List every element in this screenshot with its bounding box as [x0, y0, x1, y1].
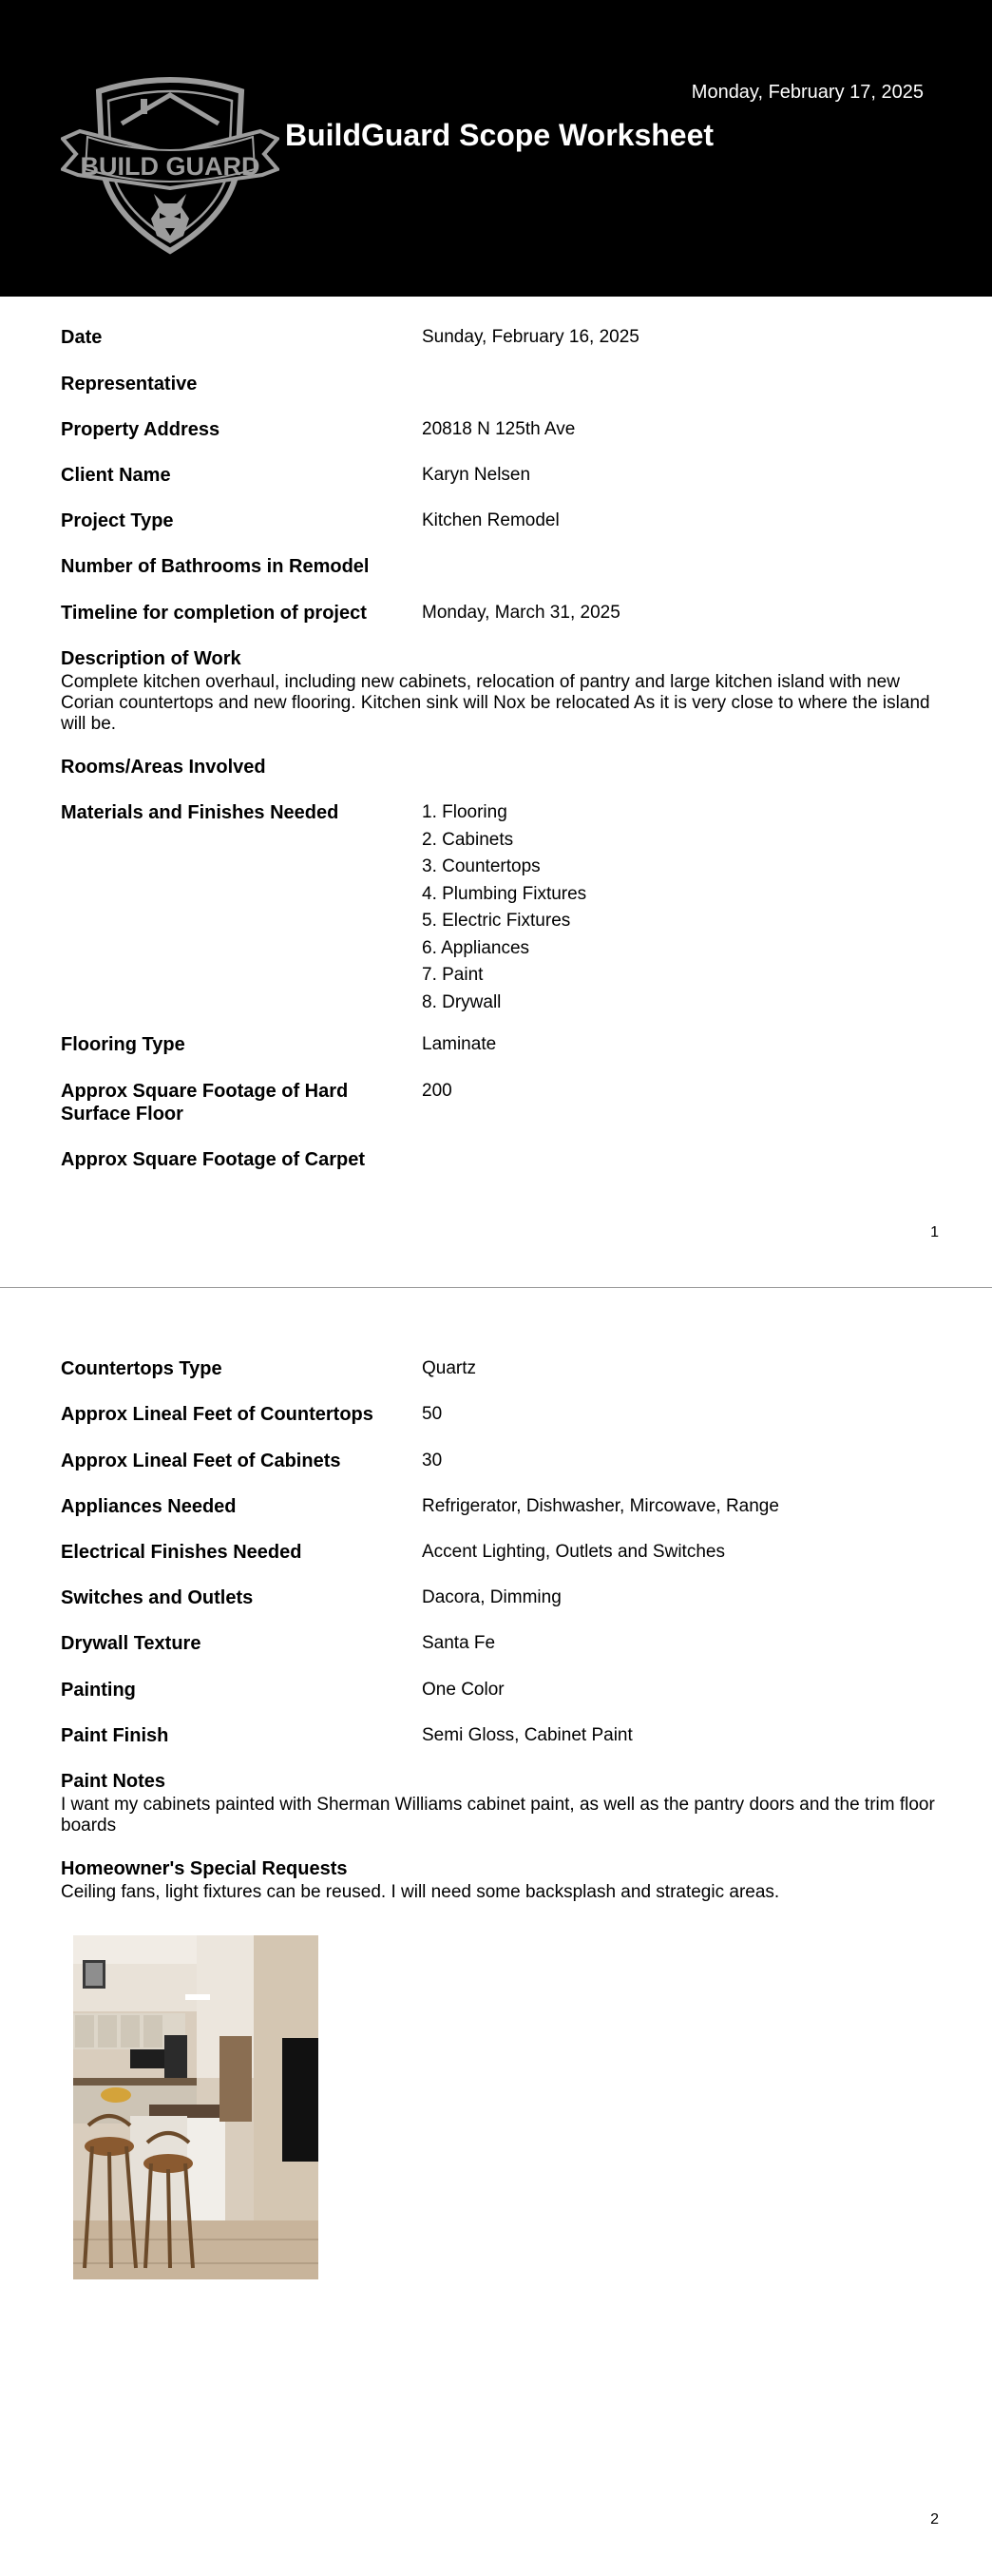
list-item: 6. Appliances — [422, 937, 530, 958]
field-label: Client Name — [61, 465, 171, 486]
paint-notes — [61, 1770, 935, 1836]
list-item: 7. Paint — [422, 965, 484, 985]
field-label: Property Address — [61, 419, 220, 440]
field-label: Materials and Finishes Needed — [61, 802, 339, 823]
worksheet-title: BuildGuard Scope Worksheet — [285, 118, 715, 152]
field-value: Refrigerator, Dishwasher, Mircowave, Range — [422, 1496, 779, 1516]
list-item: 3. Countertops — [422, 856, 541, 876]
header-date: Monday, February 17, 2025 — [691, 82, 924, 103]
field-label: Number of Bathrooms in Remodel — [61, 556, 370, 577]
field-value: 30 — [422, 1451, 443, 1471]
description-text: Complete kitchen overhaul, including new cabinets, relocation of pantry and large kitchen island with new Corian countertops and new flooring. Kitchen sink will Nox be relocated As it is very close to where the island will be. — [61, 672, 930, 734]
kitchen-photo — [73, 1935, 318, 2279]
field-label: Approx Square Footage of Carpet — [61, 1149, 366, 1170]
field-label: Approx Lineal Feet of Cabinets — [61, 1451, 341, 1471]
field-label: Painting — [61, 1680, 136, 1701]
field-label: Paint Finish — [61, 1725, 169, 1746]
field-value: 20818 N 125th Ave — [422, 419, 576, 439]
field-label: Appliances Needed — [61, 1496, 237, 1517]
field-value: One Color — [422, 1680, 505, 1700]
field-value: Monday, March 31, 2025 — [422, 603, 620, 623]
field-value: Accent Lighting, Outlets and Switches — [422, 1542, 725, 1562]
field-label: Rooms/Areas Involved — [61, 757, 266, 778]
field-value: Santa Fe — [422, 1633, 496, 1653]
paint-notes-text: I want my cabinets painted with Sherman Williams cabinet paint, as well as the pantry doors and the trim floor boards — [61, 1795, 935, 1836]
materials-list — [422, 799, 935, 1016]
field-value: Semi Gloss, Cabinet Paint — [422, 1725, 633, 1745]
page-divider — [0, 1287, 992, 1288]
field-label: Electrical Finishes Needed — [61, 1542, 302, 1563]
page-number: 2 — [930, 2511, 939, 2528]
field-label: Flooring Type — [61, 1034, 185, 1055]
field-value: Quartz — [422, 1358, 477, 1378]
field-label: Representative — [61, 374, 198, 394]
field-value: 200 — [422, 1081, 452, 1101]
field-value: Kitchen Remodel — [422, 510, 560, 530]
page-number: 1 — [930, 1224, 939, 1240]
field-label: Switches and Outlets — [61, 1587, 254, 1608]
field-value: Dacora, Dimming — [422, 1587, 562, 1607]
field-value: Karyn Nelsen — [422, 465, 531, 485]
field-value: 50 — [422, 1404, 443, 1424]
list-item: 5. Electric Fixtures — [422, 911, 571, 931]
field-label: Timeline for completion of project — [61, 603, 367, 624]
list-item: 8. Drywall — [422, 991, 502, 1012]
list-item: 1. Flooring — [422, 802, 507, 822]
list-item: 4. Plumbing Fixtures — [422, 883, 587, 904]
paint-notes-label: Paint Notes — [61, 1771, 166, 1792]
description-label: Description of Work — [61, 648, 241, 669]
description-of-work — [61, 647, 935, 735]
field-value: Laminate — [422, 1034, 497, 1054]
worksheet-header — [0, 0, 992, 297]
list-item: 2. Cabinets — [422, 829, 514, 850]
field-label: Project Type — [61, 510, 174, 531]
logo-wordmark: BUILD GUARD — [80, 152, 260, 181]
field-label: Approx Square Footage of Hard Surface Floor — [61, 1081, 349, 1125]
special-requests-label: Homeowner's Special Requests — [61, 1858, 348, 1879]
field-value: Sunday, February 16, 2025 — [422, 327, 639, 347]
field-label: Drywall Texture — [61, 1633, 201, 1654]
special-requests — [61, 1857, 935, 1903]
build-guard-logo — [61, 74, 279, 255]
field-label: Countertops Type — [61, 1358, 222, 1379]
materials-list-container — [422, 799, 935, 1016]
field-label: Date — [61, 327, 103, 348]
field-label: Approx Lineal Feet of Countertops — [61, 1404, 373, 1425]
special-requests-text: Ceiling fans, light fixtures can be reused. I will need some backsplash and strategic areas. — [61, 1882, 780, 1902]
